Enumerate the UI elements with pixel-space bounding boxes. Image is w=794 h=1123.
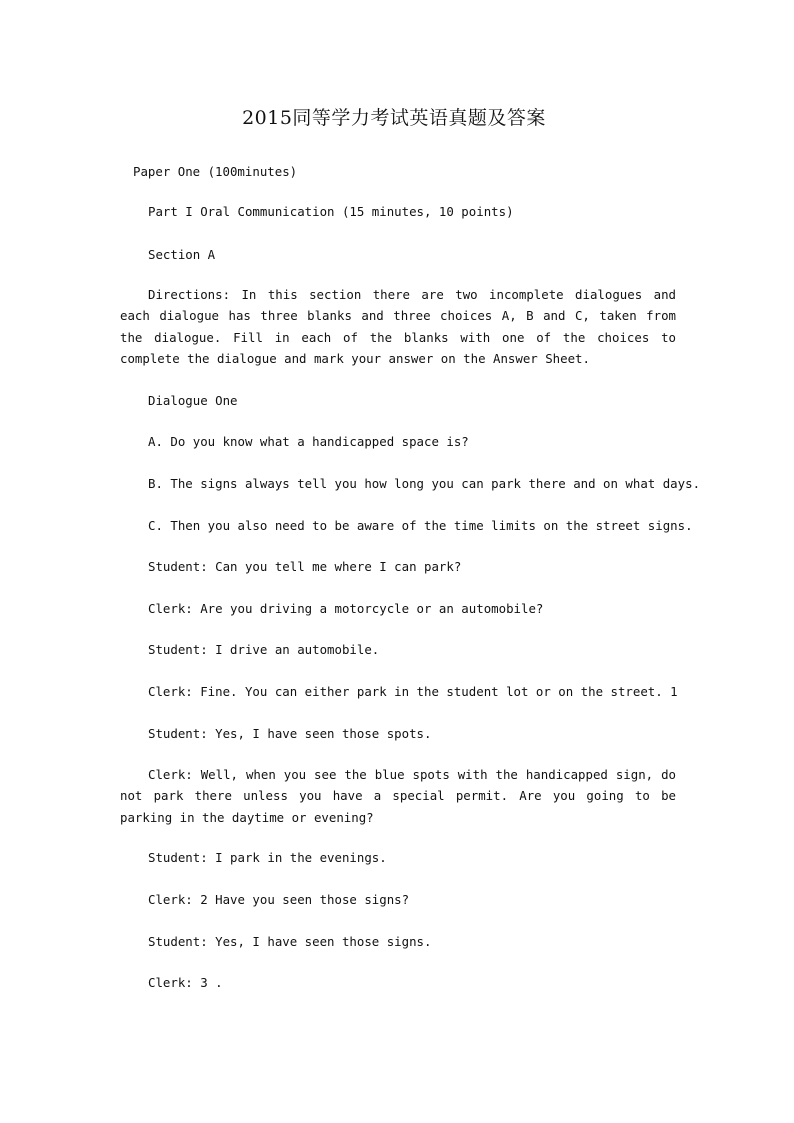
section-heading: Section A [148, 247, 216, 262]
part-heading: Part I Oral Communication (15 minutes, 10 points) [148, 204, 514, 219]
dialogue-title: Dialogue One [148, 393, 238, 408]
dialogue-line: Student: Yes, I have seen those signs. [148, 934, 432, 949]
choice-c: C. Then you also need to be aware of the time limits on the street signs. [148, 518, 693, 533]
choice-a: A. Do you know what a handicapped space is? [148, 434, 469, 449]
paper-heading: Paper One (100minutes) [133, 164, 298, 179]
directions-paragraph: Directions: In this section there are two incomplete dialogues and each dialogue has three blanks and three choices A, B and C, taken from the dialogue. Fill in each of the blanks with one of the choices to complete the dialogue and mark your answer on the Answer Sheet. [120, 287, 676, 366]
dialogue-line: Student: I drive an automobile. [148, 642, 380, 657]
dialogue-line: Clerk: Fine. You can either park in the student lot or on the street. 1 [148, 684, 678, 699]
page-title: 2015同等学力考试英语真题及答案 [242, 107, 546, 129]
dialogue-line: Clerk: 3 . [148, 975, 223, 990]
dialogue-line: Clerk: 2 Have you seen those signs? [148, 892, 410, 907]
dialogue-line: Clerk: Are you driving a motorcycle or an automobile? [148, 601, 544, 616]
dialogue-line: Student: Can you tell me where I can park? [148, 559, 462, 574]
dialogue-line: Student: I park in the evenings. [148, 850, 387, 865]
dialogue-paragraph: Clerk: Well, when you see the blue spots with the handicapped sign, do not park there unless you have a special permit. Are you going to be parking in the daytime or evening? [120, 767, 676, 825]
choice-b: B. The signs always tell you how long you can park there and on what days. [148, 476, 701, 491]
dialogue-line: Student: Yes, I have seen those spots. [148, 726, 432, 741]
